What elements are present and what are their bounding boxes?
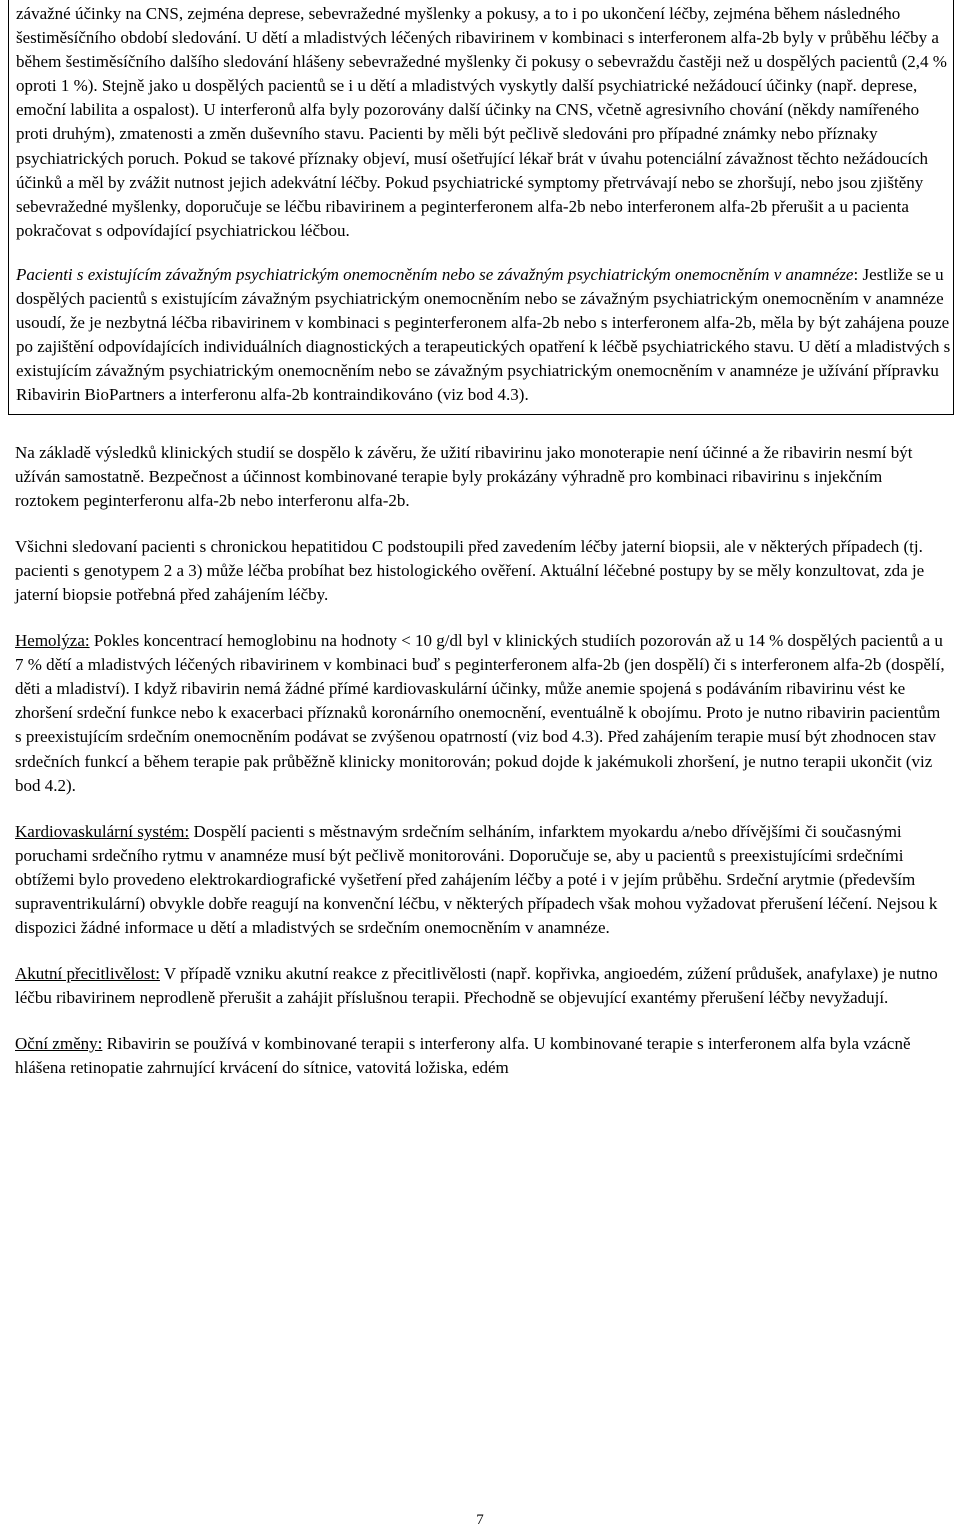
cardiovascular-text: Dospělí pacienti s městnavým srdečním selháním, infarktem myokardu a/nebo dřívějšími či současnými poruchami srdečního rytmu v anamnéze musí být pečlivě monitorováni. Doporučuje se, aby u pacientů s preexistujícími srdečními obtížemi bylo provedeno elektrokardiografické vyšetření před zahájením léčby a poté i v jejím průběhu. Srdeční arytmie (především supraventrikulární) obvykle dobře reagují na konvenční léčbu, v některých případech však mohou vyžadovat přerušení léčení. Nejsou k dispozici žádné informace u dětí a mladistvých se srdečním onemocněním v anamnéze. — [15, 821, 938, 938]
hemolysis-heading: Hemolýza: — [15, 631, 90, 651]
psychiatric-history-heading: Pacienti s existujícím závažným psychiatrickým onemocněním nebo se závažným psychiatrickým onemocněním v anamnéze — [16, 264, 854, 284]
paragraph-psychiatric-history — [16, 263, 953, 408]
paragraph-cns-effects: závažné účinky na CNS, zejména deprese, sebevražedné myšlenky a pokusy, a to i po ukončení léčby, zejména během následného šestiměsíčního období sledování. U dětí a mladistvých léčených ribavirinem v kombinaci s interferonem alfa-2b byly v průběhu léčby a během šestiměsíčního dalšího sledování hlášeny sebevražedné myšlenky či pokusy o sebevraždu častěji než u dospělých pacientů (2,4 % oproti 1 %). Stejně jako u dospělých pacientů se i u dětí a mladistvých vyskytly další psychiatrické nežádoucí účinky (např. deprese, emoční labilita a ospalost). U interferonů alfa byly pozorovány další účinky na CNS, včetně agresivního chování (někdy namířeného proti druhým), zmatenosti a změn duševního stavu. Pacienti by měli být pečlivě sledováni pro případné známky nebo příznaky psychiatrických poruch. Pokud se takové příznaky objeví, musí ošetřující lékař brát v úvahu potenciální závažnost těchto nežádoucích účinků a měl by zvážit nutnost jejich adekvátní léčby. Pokud psychiatrické symptomy přetrvávají nebo se zhoršují, nebo jsou zjištěny sebevražedné myšlenky, doporučuje se léčbu ribavirinem a peginterferonem alfa-2b nebo interferonem alfa-2b přerušit a u pacienta pokračovat s odpovídající psychiatrickou léčbou. — [16, 4, 947, 240]
psychiatric-history-text: : Jestliže se u dospělých pacientů s existujícím závažným psychiatrickým onemocněním nebo se závažným psychiatrickým onemocněním v anamnéze usoudí, že je nezbytná léčba ribavirinem v kombinaci s peginterferonem alfa-2b nebo s interferonem alfa-2b, měla by být zahájena pouze po zajištění odpovídajících individuálních diagnostických a terapeutických opatření k léčbě psychiatrického stavu. U dětí a mladistvých s existujícím závažným psychiatrickým onemocněním nebo se závažným psychiatrickým onemocněním v anamnéze je užívání přípravku Ribavirin BioPartners a interferonu alfa-2b kontraindikováno (viz bod 4.3). — [16, 264, 951, 405]
document-page — [15, 0, 951, 1081]
paragraph-hypersensitivity — [15, 962, 947, 1010]
hypersensitivity-text: V případě vzniku akutní reakce z přecitlivělosti (např. kopřivka, angioedém, zúžení průdušek, anafylaxe) je nutno léčbu ribavirinem neprodleně přerušit a zahájit příslušnou terapii. Přechodně se objevující exantémy přerušení léčby nevyžadují. — [15, 964, 938, 1008]
ocular-text: Ribavirin se používá v kombinované terapii s interferony alfa. U kombinované terapie s interferonem alfa byla vzácně hlášena retinopatie zahrnující krvácení do sítnice, vatovitá ložiska, edém — [15, 1034, 911, 1078]
boxed-warning-section — [8, 0, 954, 415]
paragraph-biopsy: Všichni sledovaní pacienti s chronickou hepatitidou C podstoupili před zavedením léčby jaterní biopsii, ale v některých případech (tj. pacienti s genotypem 2 a 3) může léčba probíhat bez histologického ověření. Aktuální léčebné postupy by se měly konzultovat, zda je jaterní biopsie potřebná před zahájením léčby. — [15, 536, 925, 604]
paragraph-monotherapy: Na základě výsledků klinických studií se dospělo k závěru, že užití ribavirinu jako monoterapie není účinné a že ribavirin nesmí být užíván samostatně. Bezpečnost a účinnost kombinované terapie byly prokázány výhradně pro kombinaci ribavirinu s injekčním roztokem peginterferonu alfa-2b nebo interferonu alfa-2b. — [15, 442, 913, 510]
ocular-heading: Oční změny: — [15, 1034, 103, 1054]
paragraph-ocular-changes — [15, 1032, 947, 1080]
paragraph-cardiovascular — [15, 820, 947, 940]
cardiovascular-heading: Kardiovaskulární systém: — [15, 821, 190, 841]
hypersensitivity-heading: Akutní přecitlivělost: — [15, 964, 160, 984]
paragraph-hemolysis — [15, 629, 947, 798]
hemolysis-text: Pokles koncentrací hemoglobinu na hodnoty < 10 g/dl byl v klinických studiích pozorován až u 14 % dospělých pacientů a u 7 % dětí a mladistvých léčených ribavirinem v kombinaci buď s peginterferonem alfa-2b (jen dospělí) či s interferonem alfa-2b (dospělí, děti a mladiství). I když ribavirin nemá žádné přímé kardiovaskulární účinky, může anemie spojená s podáváním ribavirinu vést ke zhoršení srdeční funkce nebo k exacerbaci příznaků koronárního onemocnění, eventuálně k obojímu. Proto je nutno ribavirin pacientům s preexistujícím srdečním onemocněním podávat se zvýšenou opatrností (viz bod 4.3). Před zahájením terapie musí být zhodnocen stav srdečních funkcí a během terapie pak průběžně klinicky monitorován; pokud dojde k jakémukoli zhoršení, je nutno terapii ukončit (viz bod 4.2). — [15, 631, 945, 795]
page-number: 7 — [476, 1512, 484, 1528]
